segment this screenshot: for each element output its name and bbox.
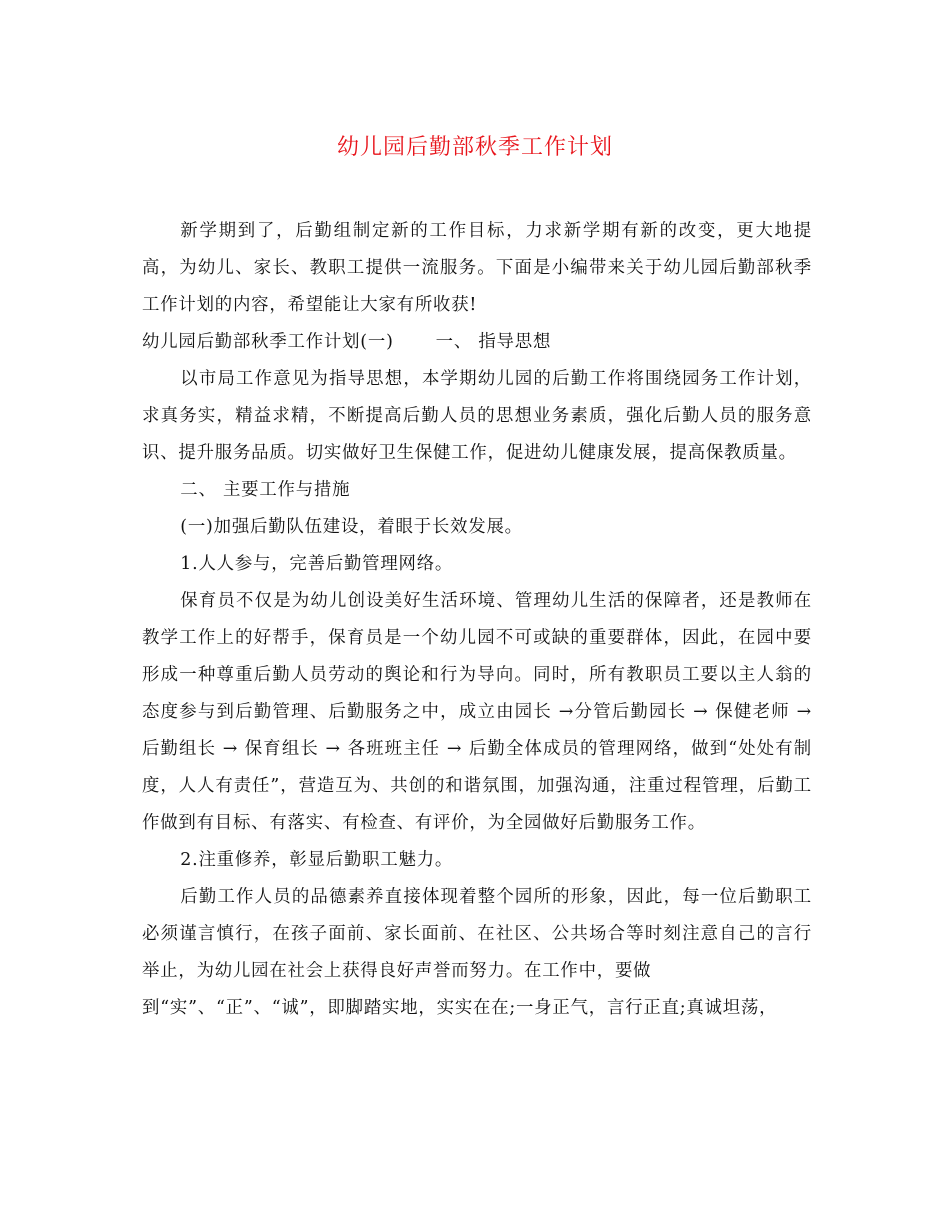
plan-heading-line bbox=[142, 324, 812, 361]
section2-heading: 二、 主要工作与措施 bbox=[180, 480, 351, 500]
sub1-heading: (一)加强后勤队伍建设，着眼于长效发展。 bbox=[180, 517, 523, 537]
intro-paragraph: 新学期到了，后勤组制定新的工作目标，力求新学期有新的改变，更大地提高，为幼儿、家长、教职工提供一流服务。下面是小编带来关于幼儿园后勤部秋季工作计划的内容，希望能让大家有所收获! bbox=[142, 221, 812, 315]
document-title: 幼儿园后勤部秋季工作计划 bbox=[336, 135, 613, 160]
item2-paragraph-continued: 到“实”、“正”、“诚”，即脚踏实地，实实在在;一身正气，言行正直;真诚坦荡， bbox=[142, 998, 778, 1018]
plan-heading: 幼儿园后勤部秋季工作计划(一) bbox=[142, 332, 394, 352]
document-body bbox=[142, 213, 812, 1027]
section1-paragraph: 以市局工作意见为指导思想，本学期幼儿园的后勤工作将围绕园务工作计划，求真务实，精益求精，不断提高后勤人员的思想业务素质，强化后勤人员的服务意识、提升服务品质。切实做好卫生保健工作，促进幼儿健康发展，提高保教质量。 bbox=[142, 369, 812, 463]
item1-paragraph: 保育员不仅是为幼儿创设美好生活环境、管理幼儿生活的保障者，还是教师在教学工作上的好帮手，保育员是一个幼儿园不可或缺的重要群体，因此，在园中要形成一种尊重后勤人员劳动的舆论和行为导向。同时，所有教职员工要以主人翁的态度参与到后勤管理、后勤服务之中，成立由园长 →分管后勤园长 → 保健老师 → 后勤组长 → 保育组长 → 各班班主任 → 后勤全体成员的管理网络，做到“处处有制度，人人有责任”，营造互为、共创的和谐氛围，加强沟通，注重过程管理，后勤工作做到有目标、有落实、有检查、有评价，为全园做好后勤服务工作。 bbox=[142, 591, 812, 833]
item2-heading: 2.注重修养，彰显后勤职工魅力。 bbox=[180, 850, 454, 870]
item2-paragraph: 后勤工作人员的品德素养直接体现着整个园所的形象，因此，每一位后勤职工必须谨言慎行，在孩子面前、家长面前、在社区、公共场合等时刻注意自己的言行举止，为幼儿园在社会上获得良好声誉而努力。在工作中，要做 bbox=[142, 887, 812, 981]
section1-heading: 一、 指导思想 bbox=[435, 332, 552, 352]
item1-heading: 1.人人参与，完善后勤管理网络。 bbox=[180, 554, 454, 574]
